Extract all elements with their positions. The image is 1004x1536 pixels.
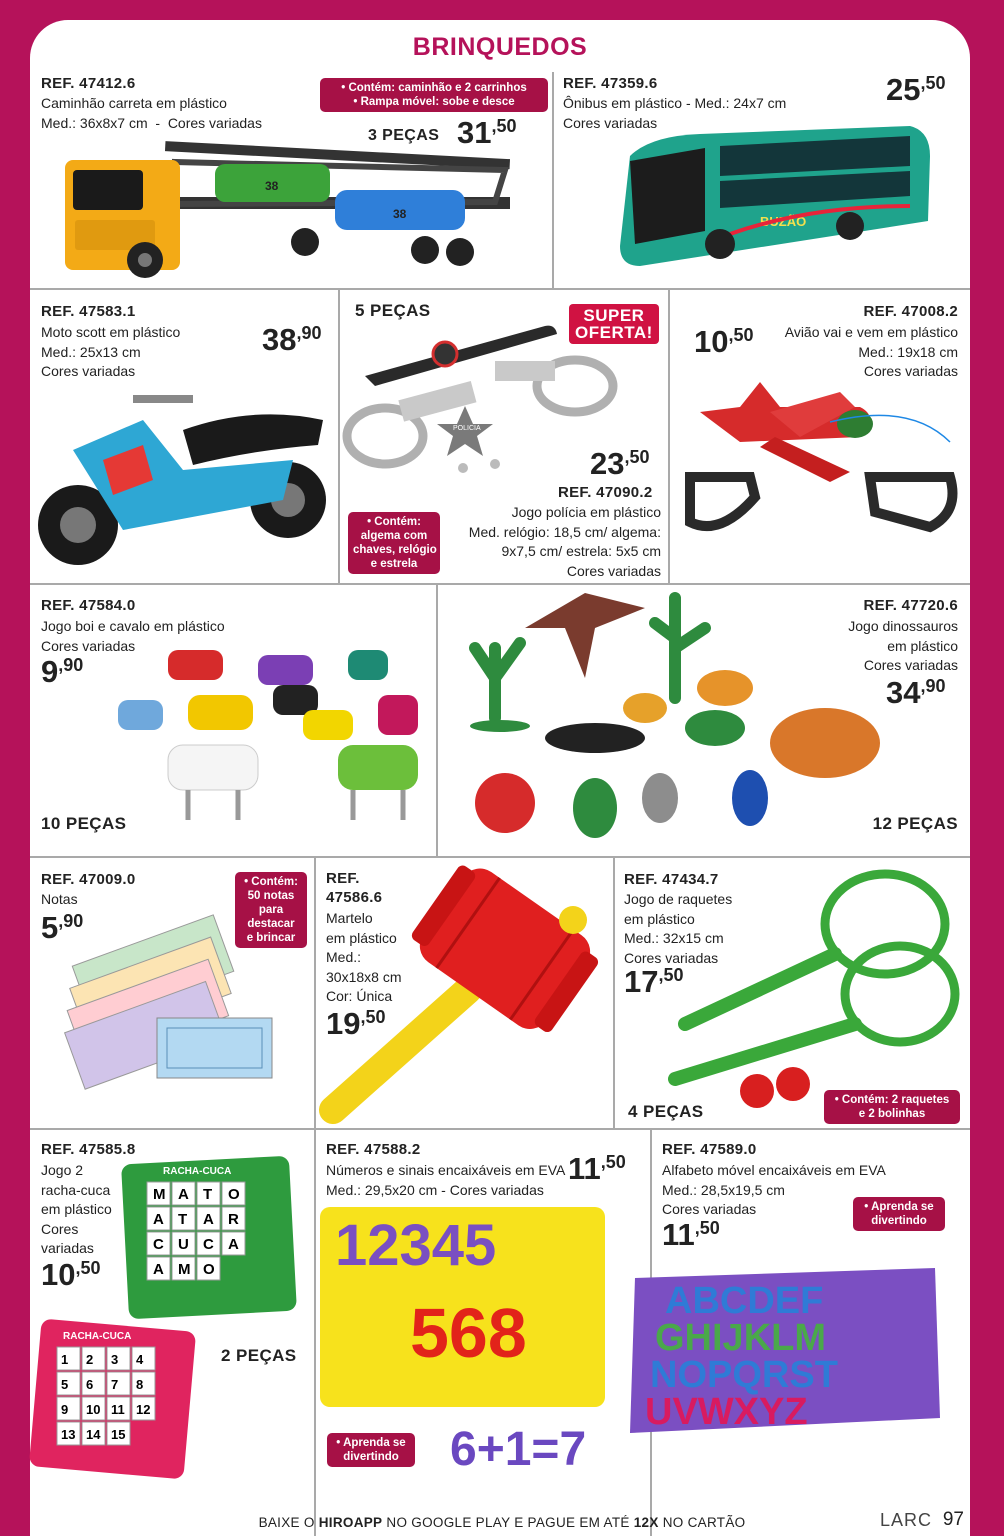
product-ref: REF. 47584.0 xyxy=(41,597,136,614)
row-divider xyxy=(30,288,970,290)
puzzle-tile-letter: T xyxy=(178,1211,188,1228)
puzzle-tile-letter: A xyxy=(203,1211,214,1228)
contents-badge: • Contém: 2 raquetes e 2 bolinhas xyxy=(824,1090,960,1124)
pieces-count: 10 PEÇAS xyxy=(41,814,127,833)
puzzle-tile-letter: C xyxy=(203,1236,214,1253)
product-ref: REF. 47586.6 xyxy=(326,870,383,906)
puzzle-tile-letter: U xyxy=(178,1236,189,1253)
puzzle-tile-letter: A xyxy=(178,1186,189,1203)
puzzle-tile-number: 1 xyxy=(61,1352,69,1367)
col-divider xyxy=(613,856,615,1128)
col-divider xyxy=(668,288,670,583)
pieces-count: 12 PEÇAS xyxy=(872,814,958,833)
footer-banner: BAIXE O HIROAPP NO GOOGLE PLAY E PAGUE EM ATÉ 12X NO CARTÃO xyxy=(258,1515,746,1530)
puzzle-tile-letter: A xyxy=(153,1261,164,1278)
product-price: 38,90 xyxy=(262,322,322,357)
product-description: Jogo boi e cavalo em plástico Cores variadas xyxy=(41,618,225,654)
product-description: Avião vai e vem em plástico Med.: 19x18 cm Cores variadas xyxy=(784,324,958,379)
pieces-count: 4 PEÇAS xyxy=(628,1102,704,1121)
animals-image xyxy=(108,640,418,840)
row-divider xyxy=(30,856,970,858)
puzzle-tile-letter: M xyxy=(178,1261,191,1278)
product-ref: REF. 47412.6 xyxy=(41,75,136,92)
col-divider xyxy=(436,583,438,856)
svg-text:BUZÃO: BUZÃO xyxy=(760,214,807,229)
product-price: 10,50 xyxy=(41,1257,101,1292)
product-description: Caminhão carreta em plástico Med.: 36x8x7 cm - Cores variadas xyxy=(41,95,262,131)
puzzle-red-image xyxy=(35,1325,195,1485)
dinosaurs-image xyxy=(445,588,885,848)
puzzle-tile-number: 7 xyxy=(111,1377,119,1392)
learn-badge: • Aprenda se divertindo xyxy=(853,1197,945,1231)
product-ref: REF. 47090.2 xyxy=(558,484,653,501)
product-description: Alfabeto móvel encaixáveis em EVA Med.: 28,5x19,5 cm Cores variadas xyxy=(662,1162,886,1217)
puzzle-tile-letter: C xyxy=(153,1236,164,1253)
puzzle-tile-number: 14 xyxy=(86,1427,101,1442)
col-divider xyxy=(552,72,554,288)
puzzle-tile-number: 9 xyxy=(61,1402,69,1417)
puzzle-tile-number: 4 xyxy=(136,1352,144,1367)
product-price: 5,90 xyxy=(41,910,84,945)
product-description: Jogo 2 racha-cuca em plástico Cores variadas xyxy=(41,1162,112,1256)
product-price: 34,90 xyxy=(886,675,946,710)
pieces-count: 2 PEÇAS xyxy=(221,1346,297,1365)
product-price: 11,50 xyxy=(662,1217,720,1252)
banknotes-image xyxy=(42,908,282,1108)
product-price: 10,50 xyxy=(694,324,754,359)
product-price: 17,50 xyxy=(624,964,684,999)
product-price: 25,50 xyxy=(886,72,946,107)
svg-text:38: 38 xyxy=(265,179,279,193)
plane-image xyxy=(680,362,970,552)
puzzle-tile-letter: T xyxy=(203,1186,213,1203)
puzzle-tile-number: 6 xyxy=(86,1377,94,1392)
puzzle-tile-letter: O xyxy=(203,1261,215,1278)
puzzle-tile-letter: O xyxy=(228,1186,240,1203)
product-description: Moto scott em plástico Med.: 25x13 cm Cores variadas xyxy=(41,324,181,379)
puzzle-tile-number: 3 xyxy=(111,1352,119,1367)
product-description: Ônibus em plástico - Med.: 24x7 cm Cores variadas xyxy=(563,95,787,131)
brand-logo: LARC xyxy=(879,1510,932,1530)
puzzle-tile-number: 11 xyxy=(111,1402,125,1417)
row-divider xyxy=(30,1128,970,1130)
puzzle-tile-number: 2 xyxy=(86,1352,94,1367)
puzzle-tile-number: 12 xyxy=(136,1402,151,1417)
super-offer-badge: SUPER OFERTA! xyxy=(569,304,659,344)
product-ref: REF. 47583.1 xyxy=(41,303,136,320)
svg-text:568: 568 xyxy=(410,1294,527,1372)
product-description: Martelo em plástico Med.: 30x18x8 cm Cor: Única xyxy=(326,910,402,1004)
pieces-count: 3 PEÇAS xyxy=(368,127,440,144)
product-ref: REF. 47009.0 xyxy=(41,871,136,888)
svg-text:POLICIA: POLICIA xyxy=(453,425,481,432)
contents-badge: • Contém: caminhão e 2 carrinhos • Rampa móvel: sobe e desce xyxy=(320,78,548,112)
svg-text:NOPQRST: NOPQRST xyxy=(650,1354,838,1396)
product-description: Números e sinais encaixáveis em EVA Med.: 29,5x20 cm - Cores variadas xyxy=(326,1162,566,1198)
svg-text:UVWXYZ: UVWXYZ xyxy=(645,1391,808,1433)
puzzle-tile-letter: A xyxy=(153,1211,164,1228)
puzzle-tile-letter: M xyxy=(153,1186,166,1203)
row-divider xyxy=(30,583,970,585)
product-ref: REF. 47588.2 xyxy=(326,1141,421,1158)
page-title: BRINQUEDOS xyxy=(412,33,588,61)
product-description: Jogo de raquetes em plástico Med.: 32x15 cm Cores variadas xyxy=(624,891,733,966)
product-price: 11,50 xyxy=(568,1151,626,1186)
svg-text:38: 38 xyxy=(393,207,407,221)
puzzle-green-image xyxy=(125,1160,295,1320)
truck-image xyxy=(65,142,525,282)
product-ref: REF. 47434.7 xyxy=(624,871,719,888)
product-ref: REF. 47585.8 xyxy=(41,1141,136,1158)
puzzle-tile-number: 5 xyxy=(61,1377,69,1392)
contents-badge: • Contém: algema com chaves, relógio e estrela xyxy=(348,512,440,574)
product-ref: REF. 47008.2 xyxy=(863,303,958,320)
page-number: 97 xyxy=(942,1509,964,1530)
product-ref: REF. 47359.6 xyxy=(563,75,658,92)
product-price: 9,90 xyxy=(41,654,84,689)
hammer-image xyxy=(318,860,588,1120)
puzzle-tile-number: 15 xyxy=(111,1427,126,1442)
puzzle-tile-letter: A xyxy=(228,1236,239,1253)
svg-text:6+1=7: 6+1=7 xyxy=(450,1423,587,1476)
col-divider xyxy=(314,856,316,1128)
product-description: Jogo dinossauros em plástico Cores variadas xyxy=(848,618,958,673)
pieces-count: 5 PEÇAS xyxy=(355,301,431,320)
puzzle-tile-number: 13 xyxy=(61,1427,76,1442)
col-divider xyxy=(338,288,340,583)
alphabet-eva-image xyxy=(625,1268,945,1438)
svg-text:RACHA-CUCA: RACHA-CUCA xyxy=(163,1166,232,1177)
svg-text:12345: 12345 xyxy=(335,1213,497,1278)
puzzle-tile-letter: R xyxy=(228,1211,239,1228)
svg-text:GHIJKLM: GHIJKLM xyxy=(655,1317,826,1359)
motorcycle-image xyxy=(33,390,333,570)
bus-image xyxy=(610,126,930,266)
product-description: Jogo polícia em plástico Med. relógio: 18,5 cm/ algema: 9x7,5 cm/ estrela: 5x5 cm Cores variadas xyxy=(468,504,661,579)
product-price: 23,50 xyxy=(590,446,650,481)
puzzle-tile-number: 8 xyxy=(136,1377,144,1392)
rackets-image xyxy=(665,864,965,1104)
product-ref: REF. 47589.0 xyxy=(662,1141,757,1158)
svg-text:RACHA-CUCA: RACHA-CUCA xyxy=(63,1331,132,1342)
product-ref: REF. 47720.6 xyxy=(863,597,958,614)
contents-badge: • Contém: 50 notas para destacar e brincar xyxy=(235,872,307,948)
learn-badge: • Aprenda se divertindo xyxy=(327,1433,415,1467)
product-price: 31,50 xyxy=(457,115,517,150)
svg-text:ABCDEF: ABCDEF xyxy=(665,1280,824,1322)
product-price: 19,50 xyxy=(326,1006,386,1041)
product-description: Notas xyxy=(41,891,78,907)
puzzle-tile-number: 10 xyxy=(86,1402,101,1417)
